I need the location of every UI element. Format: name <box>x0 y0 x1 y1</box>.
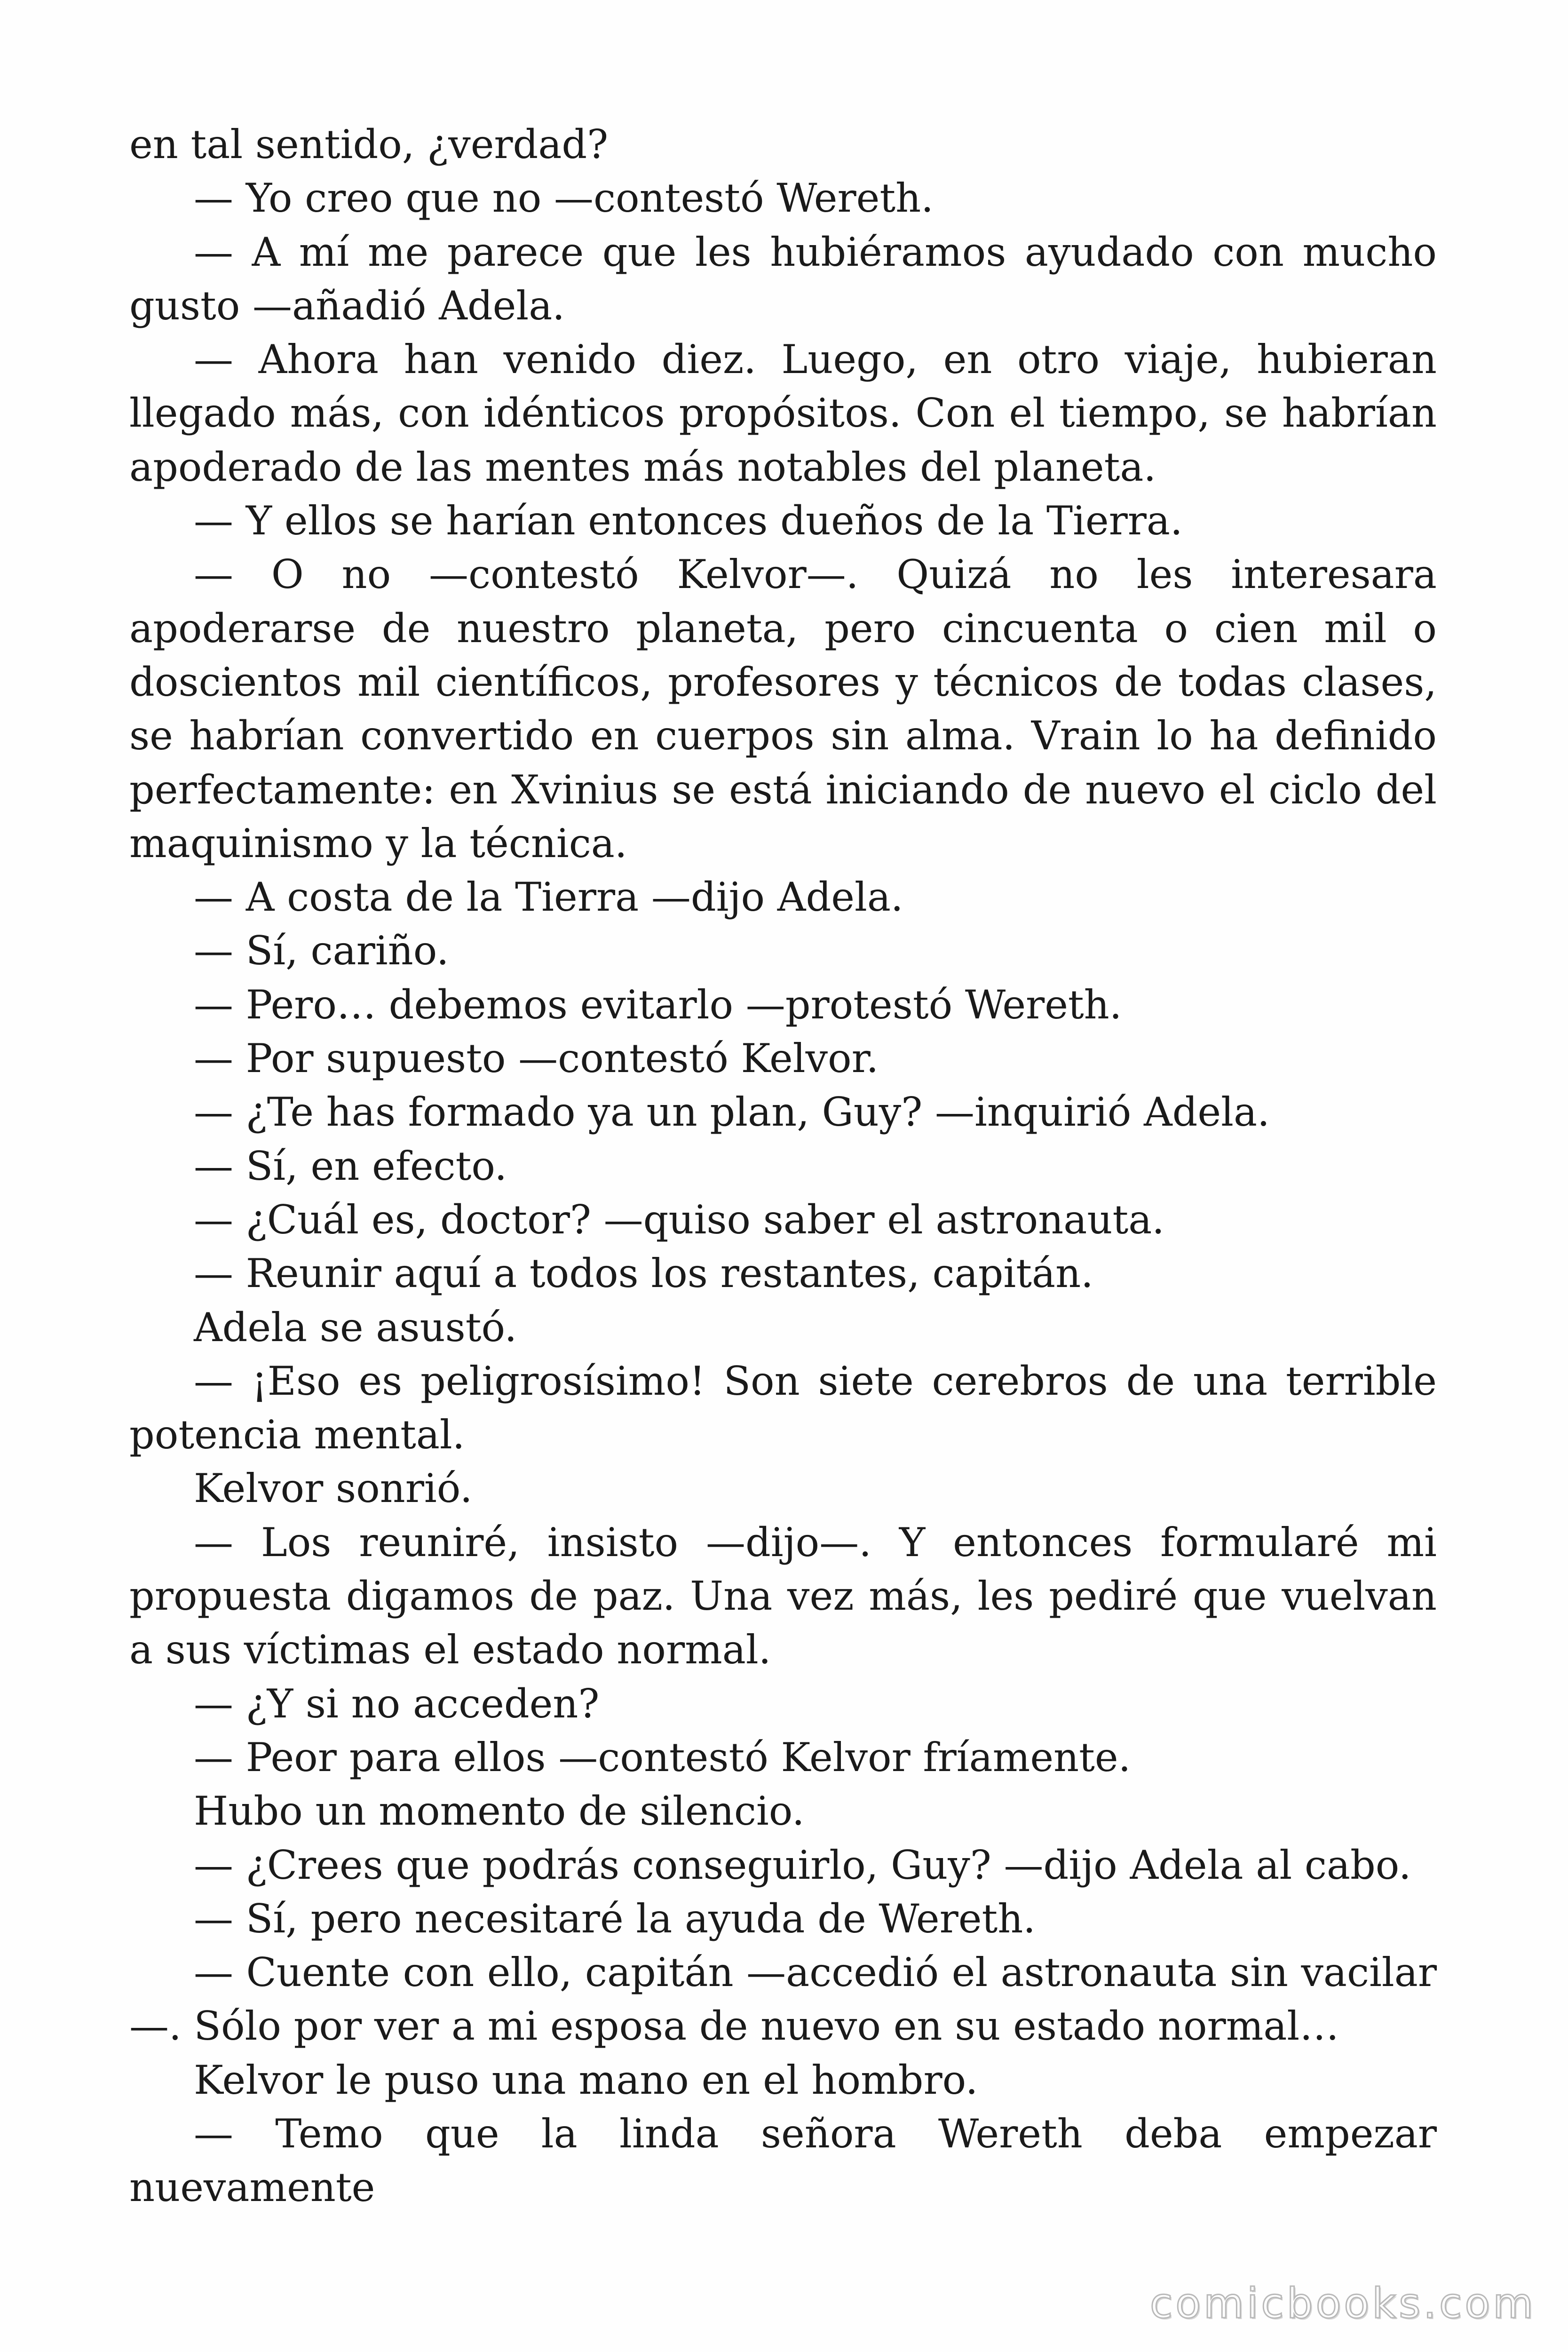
paragraph: — A mí me parece que les hubiéramos ayudado con mucho gusto —añadió Adela. <box>129 229 1437 329</box>
paragraph: Hubo un momento de silencio. <box>194 1788 805 1835</box>
paragraph: — Reunir aquí a todos los restantes, capitán. <box>194 1250 1093 1297</box>
paragraph: — ¡Eso es peligrosísimo! Son siete cerebros de una terrible potencia mental. <box>129 1358 1437 1458</box>
paragraph: — Sí, en efecto. <box>194 1143 507 1189</box>
paragraph: — Los reuniré, insisto —dijo—. Y entonces formularé mi propuesta digamos de paz. Una vez más, les pediré que vuelvan a sus víctimas el estado normal. <box>129 1519 1437 1673</box>
paragraph: en tal sentido, ¿verdad? <box>129 121 609 167</box>
paragraph: Kelvor sonrió. <box>194 1465 473 1512</box>
paragraph: — Y ellos se harían entonces dueños de la Tierra. <box>194 498 1183 544</box>
paragraph: — Ahora han venido diez. Luego, en otro viaje, hubieran llegado más, con idénticos propósitos. Con el tiempo, se habrían apoderado de las mentes más notables del planeta. <box>129 336 1437 490</box>
paragraph: — Temo que la linda señora Wereth deba empezar nuevamente <box>129 2110 1437 2211</box>
paragraph: — Sí, cariño. <box>194 928 449 974</box>
body-text <box>129 118 1437 2215</box>
watermark: comicbooks.com <box>1149 2279 1536 2328</box>
paragraph: — ¿Cuál es, doctor? —quiso saber el astronauta. <box>194 1196 1164 1243</box>
paragraph: — O no —contestó Kelvor—. Quizá no les interesara apoderarse de nuestro planeta, pero cincuenta o cien mil o doscientos mil científicos, profesores y técnicos de todas clases, se habrían convertido en cuerpos sin alma. Vrain lo ha definido perfectamente: en Xvinius se está iniciando de nuevo el ciclo del maquinismo y la técnica. <box>129 551 1437 866</box>
paragraph: Adela se asustó. <box>194 1304 517 1351</box>
paragraph: — Cuente con ello, capitán —accedió el astronauta sin vacilar—. Sólo por ver a mi esposa de nuevo en su estado normal… <box>129 1949 1437 2050</box>
paragraph: — Peor para ellos —contestó Kelvor fríamente. <box>194 1734 1131 1780</box>
paragraph: — ¿Crees que podrás conseguirlo, Guy? —dijo Adela al cabo. <box>194 1842 1411 1888</box>
paragraph: — Sí, pero necesitaré la ayuda de Wereth. <box>194 1895 1036 1942</box>
paragraph: Kelvor le puso una mano en el hombro. <box>194 2057 978 2103</box>
paragraph: — A costa de la Tierra —dijo Adela. <box>194 874 903 921</box>
paragraph: — Por supuesto —contestó Kelvor. <box>194 1035 879 1082</box>
paragraph: — ¿Te has formado ya un plan, Guy? —inquirió Adela. <box>194 1089 1270 1136</box>
paragraph: — Pero… debemos evitarlo —protestó Wereth. <box>194 981 1122 1028</box>
paragraph: — ¿Y si no acceden? <box>194 1680 600 1727</box>
paragraph: — Yo creo que no —contestó Wereth. <box>194 175 934 222</box>
